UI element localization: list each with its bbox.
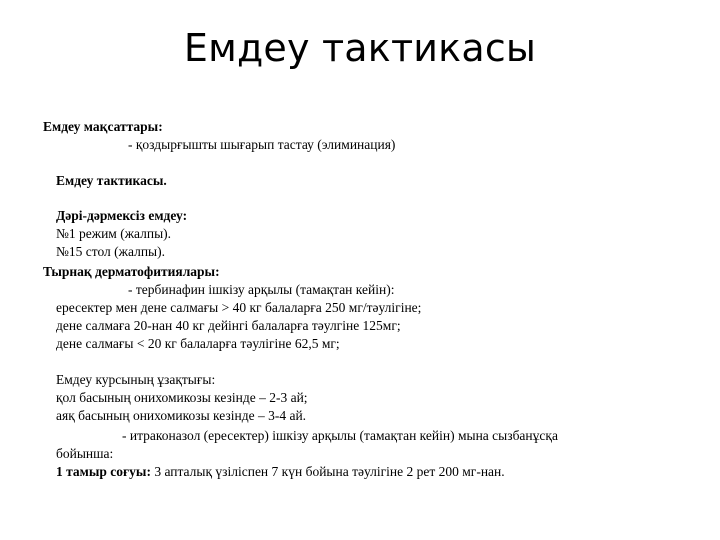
course-heading: Емдеу курсының ұзақтығы:: [56, 372, 216, 387]
pulse-line: [56, 463, 505, 480]
regime-line: №1 режим (жалпы).: [56, 226, 172, 241]
goals-item: - қоздырғышты шығарып тастау (элиминация): [128, 137, 396, 152]
nondrug-heading: Дәрі-дәрмексіз емдеу:: [56, 208, 188, 223]
dermatophyte-heading: Тырнақ дерматофитиялары:: [43, 264, 220, 279]
pulse-label: 1 тамыр соғуы:: [56, 464, 151, 479]
terbinafine-line: - тербинафин ішкізу арқылы (тамақтан кейін):: [128, 282, 395, 297]
diet-table-line: №15 стол (жалпы).: [56, 244, 165, 259]
itraconazole-line: - итраконазол (ересектер) ішкізу арқылы (тамақтан кейін) мына сызбанұсқа: [122, 428, 558, 443]
goals-heading: Емдеу мақсаттары:: [43, 119, 163, 134]
slide-title: Емдеу тактикасы: [183, 26, 537, 70]
scheme-word: бойынша:: [56, 446, 114, 461]
dose-under20-line: дене салмағы < 20 кг балаларға тәулігіне 62,5 мг;: [56, 336, 340, 351]
course-foot-line: аяқ басының онихомикозы кезінде – 3-4 ай.: [56, 408, 307, 423]
pulse-text: 3 апталық үзіліспен 7 күн бойына тәулігіне 2 рет 200 мг-нан.: [154, 464, 505, 479]
dose-20-40-line: дене салмаға 20-нан 40 кг дейінгі балаларға тәулгіне 125мг;: [56, 318, 401, 333]
tactics-heading: Емдеу тактикасы.: [56, 173, 167, 188]
dose-adults-line: ересектер мен дене салмағы > 40 кг балаларға 250 мг/тәулігіне;: [56, 300, 422, 315]
course-hand-line: қол басының онихомикозы кезінде – 2-3 ай;: [56, 390, 308, 405]
